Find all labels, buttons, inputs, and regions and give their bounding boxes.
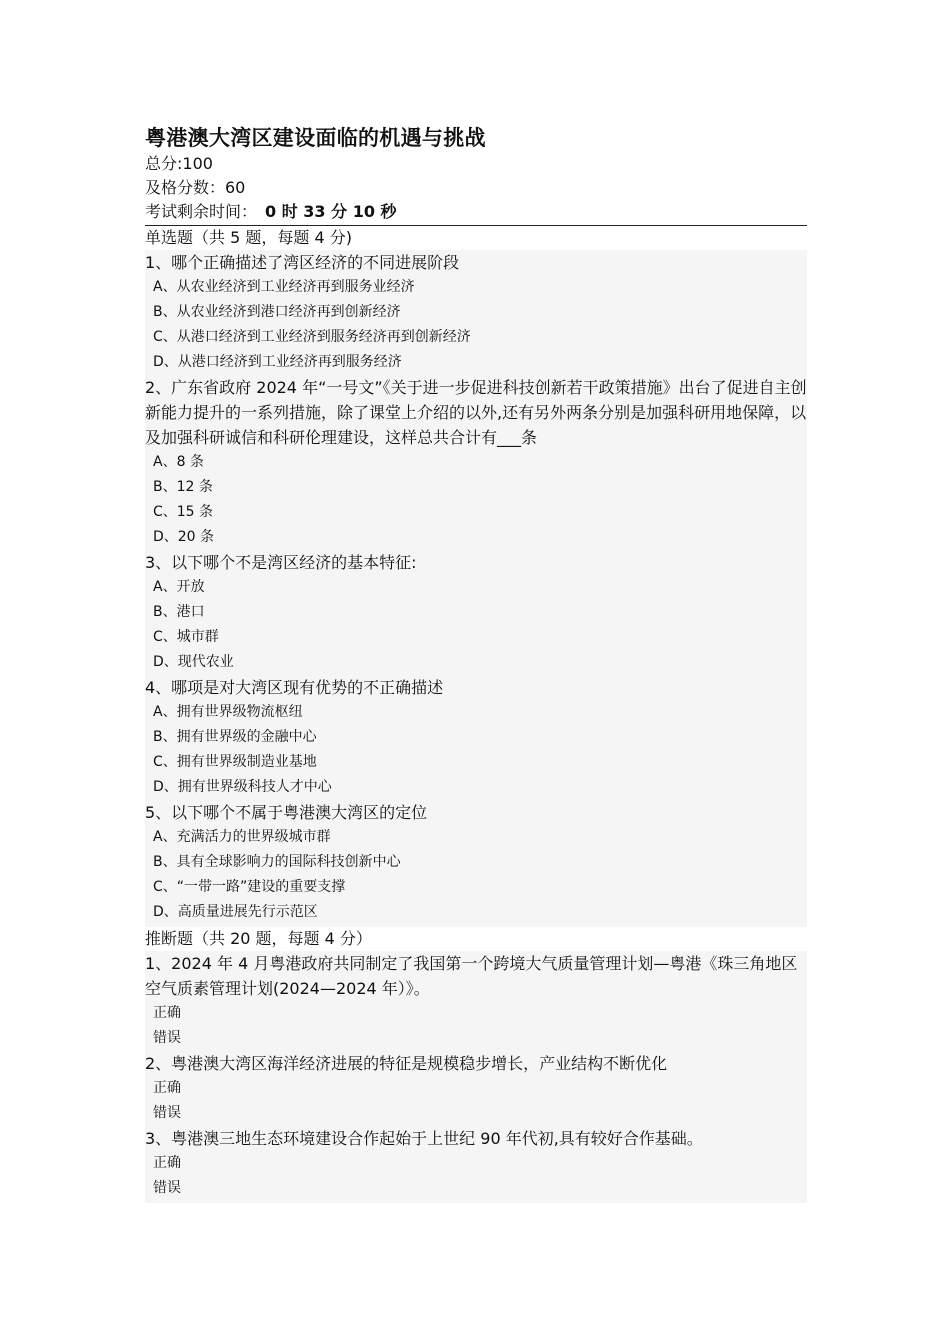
question-text: 5、以下哪个不属于粤港澳大湾区的定位	[145, 803, 428, 822]
answer-option[interactable]: D、20 条	[153, 529, 215, 545]
true-option[interactable]: 正确	[153, 1155, 181, 1171]
answer-option[interactable]: B、港口	[153, 604, 205, 620]
single-choice-heading: 单选题（共 5 题，每题 4 分)	[145, 228, 352, 247]
answer-option[interactable]: D、现代农业	[153, 654, 234, 670]
answer-option[interactable]: C、城市群	[153, 629, 219, 645]
answer-option[interactable]: B、拥有世界级的金融中心	[153, 729, 317, 745]
false-option[interactable]: 错误	[153, 1180, 181, 1196]
question-item	[145, 250, 807, 375]
answer-option[interactable]: D、从港口经济到工业经济再到服务经济	[153, 354, 402, 370]
question-text: 3、以下哪个不是湾区经济的基本特征:	[145, 553, 417, 572]
true-option[interactable]: 正确	[153, 1005, 181, 1021]
remaining-time	[145, 200, 807, 224]
exam-page	[145, 124, 807, 1203]
question-text: 2、粤港澳大湾区海洋经济进展的特征是规模稳步增长，产业结构不断优化	[145, 1054, 668, 1073]
question-item	[145, 951, 807, 1051]
total-score: 总分:100	[145, 154, 213, 173]
answer-option[interactable]: D、拥有世界级科技人才中心	[153, 779, 332, 795]
question-item	[145, 550, 807, 675]
answer-option[interactable]: A、充满活力的世界级城市群	[153, 829, 331, 845]
true-option[interactable]: 正确	[153, 1080, 181, 1096]
question-text: 2、广东省政府 2024 年“一号文”《关于进一步促进科技创新若干政策措施》出台了促进自主创新能力提升的一系列措施，除了课堂上介绍的以外,还有另外两条分别是加强科研用地保障，以及加强科研诚信和科研伦理建设，这样总共合计有___条	[145, 378, 807, 447]
pass-score: 及格分数：60	[145, 178, 246, 197]
answer-option[interactable]: B、从农业经济到港口经济再到创新经济	[153, 304, 401, 320]
question-text: 4、哪项是对大湾区现有优势的不正确描述	[145, 678, 444, 697]
answer-option[interactable]: A、从农业经济到工业经济再到服务业经济	[153, 279, 415, 295]
question-item	[145, 1051, 807, 1126]
true-false-heading: 推断题（共 20 题，每题 4 分）	[145, 929, 372, 948]
question-text: 1、2024 年 4 月粤港政府共同制定了我国第一个跨境大气质量管理计划—粤港《珠三角地区空气质素管理计划(2024—2024 年）》。	[145, 954, 798, 998]
question-item	[145, 375, 807, 550]
single-choice-section	[145, 250, 807, 927]
answer-option[interactable]: C、15 条	[153, 504, 214, 520]
question-item	[145, 675, 807, 800]
question-text: 3、粤港澳三地生态环境建设合作起始于上世纪 90 年代初,具有较好合作基础。	[145, 1129, 703, 1148]
remaining-time-value: 0 时 33 分 10 秒	[265, 202, 397, 221]
answer-option[interactable]: B、具有全球影响力的国际科技创新中心	[153, 854, 401, 870]
question-item	[145, 800, 807, 925]
question-item	[145, 1126, 807, 1201]
answer-option[interactable]: B、12 条	[153, 479, 213, 495]
answer-option[interactable]: C、拥有世界级制造业基地	[153, 754, 317, 770]
answer-option[interactable]: A、开放	[153, 579, 205, 595]
answer-option[interactable]: A、8 条	[153, 454, 204, 470]
remaining-time-label: 考试剩余时间：	[145, 202, 258, 221]
question-text: 1、哪个正确描述了湾区经济的不同进展阶段	[145, 253, 460, 272]
answer-option[interactable]: A、拥有世界级物流枢纽	[153, 704, 303, 720]
false-option[interactable]: 错误	[153, 1105, 181, 1121]
true-false-section	[145, 951, 807, 1203]
exam-title: 粤港澳大湾区建设面临的机遇与挑战	[145, 126, 486, 150]
answer-option[interactable]: D、高质量进展先行示范区	[153, 904, 318, 920]
answer-option[interactable]: C、“一带一路”建设的重要支撑	[153, 879, 346, 895]
answer-option[interactable]: C、从港口经济到工业经济到服务经济再到创新经济	[153, 329, 471, 345]
false-option[interactable]: 错误	[153, 1030, 181, 1046]
